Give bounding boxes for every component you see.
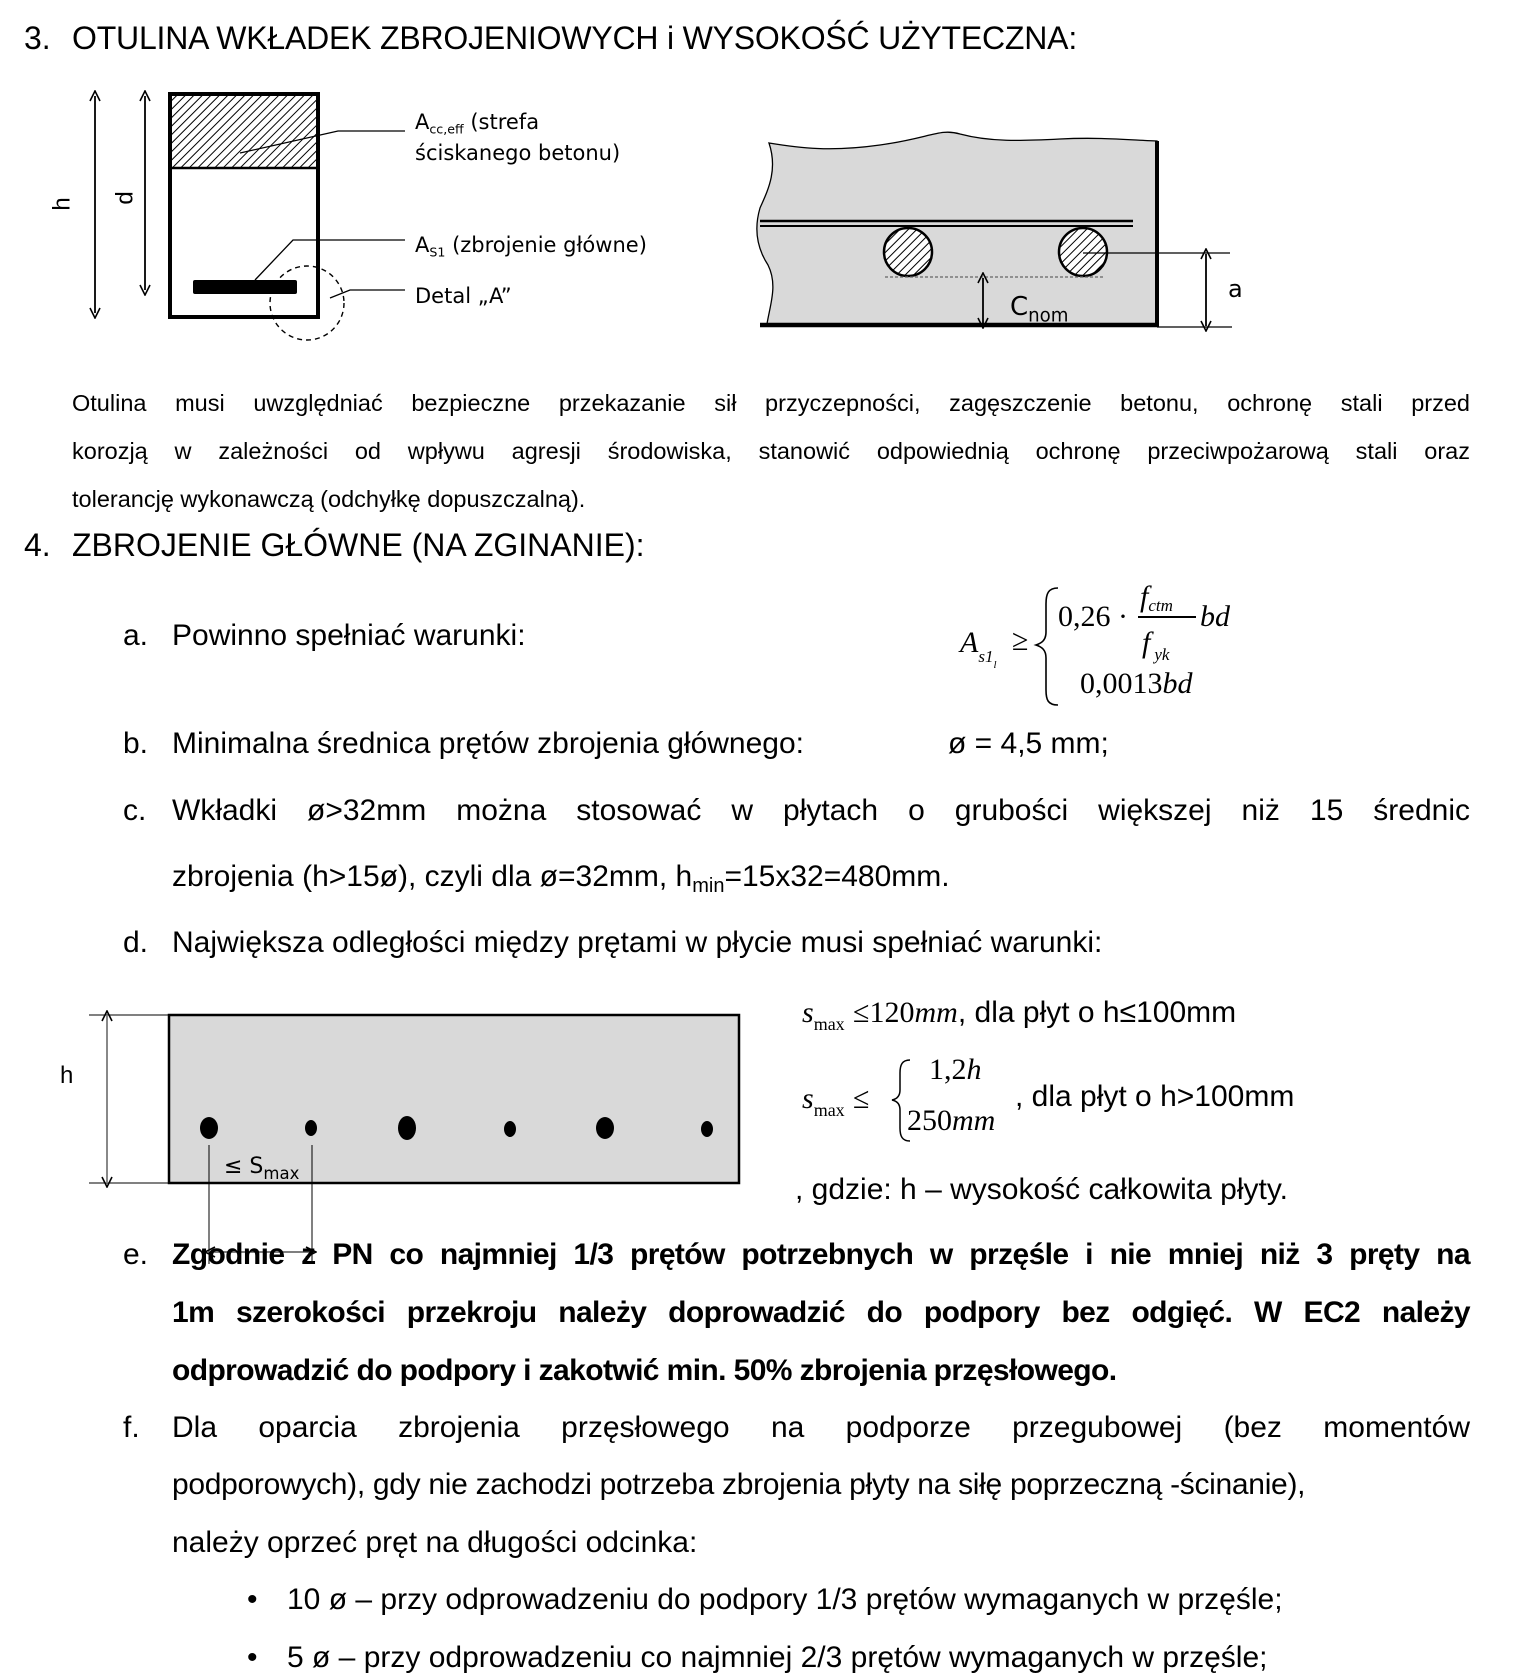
label-acc-eff-line2: ściskanego betonu): [415, 141, 621, 165]
smax-condition-2-case1: 1,2h: [929, 1053, 982, 1086]
concrete-body: [757, 132, 1157, 327]
slab-bar: [305, 1120, 317, 1136]
bullet-item-1: 10 ø – przy odprowadzeniu do podpory 1/3 prętów wymaganych w przęśle;: [287, 1583, 1283, 1616]
smax-condition-2-lhs: $s_{max}$ ≤: [802, 1082, 870, 1120]
section-3-title: OTULINA WKŁADEK ZBROJENIOWYCH i WYSOKOŚĆ UŻYTECZNA:: [72, 20, 1078, 56]
smax-condition-1: $s_{max} \le 120mm$, dla płyt o h≤100mm: [802, 996, 1237, 1034]
item-a-marker: a.: [123, 619, 149, 652]
main-rebar: [193, 280, 297, 294]
detail-a-circle: [270, 266, 344, 340]
label-detal-a: Detal „A”: [415, 284, 512, 308]
section-4-number: 4.: [24, 527, 51, 563]
item-e-line2: 1m szerokości przekroju należy doprowadzić do podpory bez odgięć. W EC2 należy: [172, 1296, 1470, 1329]
formula-a-case1-coef: 0,26 ·: [1058, 600, 1128, 633]
section-3-heading: [24, 22, 51, 54]
item-f-line1: Dla oparcia zbrojenia przęsłowego na podporze przegubowej (bez momentów: [172, 1411, 1470, 1444]
item-f-line2: podporowych), gdy nie zachodzi potrzeba zbrojenia płyty na siłę poprzeczną -ścinanie),: [172, 1468, 1306, 1501]
item-d-marker: d.: [123, 926, 149, 959]
leader-detal: [330, 290, 405, 298]
slab-bar: [596, 1117, 614, 1139]
section-4-title: ZBROJENIE GŁÓWNE (NA ZGINANIE):: [72, 527, 645, 563]
item-f-marker: f.: [123, 1411, 140, 1444]
bullet-icon: •: [247, 1641, 258, 1674]
section-3-number: 3.: [24, 20, 51, 56]
dim-h-label: h: [48, 197, 76, 211]
label-acc-eff: $A_{cc,eff}$ (strefa: [415, 110, 540, 137]
compression-zone: [170, 94, 318, 168]
slab-bar: [200, 1117, 218, 1139]
formula-a-denominator: f $_{yk}$: [1142, 626, 1170, 664]
label-cnom: $C_{nom}$: [1010, 292, 1069, 327]
main-bar-2: [1059, 228, 1107, 276]
formula-a-case2: 0,0013bd: [1080, 667, 1193, 700]
dim-d-label: d: [111, 191, 139, 205]
item-e-line3: odprowadzić do podpory i zakotwić min. 50% zbrojenia przęsłowego.: [172, 1354, 1117, 1387]
item-a-text: Powinno spełniać warunki:: [172, 619, 526, 652]
formula-a-case1-tail: bd: [1200, 600, 1230, 633]
item-c-line1: Wkładki ø>32mm można stosować w płytach o grubości większej niż 15 średnic: [172, 794, 1470, 827]
item-f-line3: należy oprzeć pręt na długości odcinka:: [172, 1526, 698, 1559]
slab-bar: [701, 1121, 713, 1137]
main-bar-1: [884, 228, 932, 276]
item-e-marker: e.: [123, 1238, 149, 1271]
formula-a-fraction-bar: [1138, 616, 1196, 618]
smax-condition-2-case2: 250mm: [907, 1104, 996, 1137]
label-a: a: [1228, 275, 1243, 303]
item-d-text: Największa odległości między prętami w płycie musi spełniać warunki:: [172, 926, 1103, 959]
cover-detail-diagram: [757, 132, 1232, 327]
item-c-line2: zbrojenia (h>15ø), czyli dla ø=32mm, $h_{min}=15x32=480mm$.: [172, 860, 950, 897]
bullet-icon: •: [247, 1583, 258, 1616]
bullet-item-2: 5 ø – przy odprowadzeniu co najmniej 2/3 prętów wymaganych w przęśle;: [287, 1641, 1268, 1674]
item-e-line1: Zgodnie z PN co najmniej 1/3 prętów potrzebnych w przęśle i nie mniej niż 3 pręty na: [172, 1238, 1470, 1271]
item-c-marker: c.: [123, 794, 147, 827]
slab-spacing-diagram: [89, 1015, 739, 1264]
item-b-value: ø = 4,5 mm;: [948, 727, 1109, 760]
slab-h-label: h: [60, 1062, 74, 1089]
slab-bar: [398, 1116, 416, 1140]
cross-section-diagram: [95, 94, 405, 340]
item-b-text: Minimalna średnica prętów zbrojenia głównego:: [172, 727, 805, 760]
cover-paragraph: Otulina musi uwzględniać bezpieczne przekazanie sił przyczepności, zagęszczenie betonu, ochronę stali przed korozją w zależności od wpływu agresji środowiska, stanowić odpowiednią ochronę przeciwpożarową stali oraz tolerancję wykonawczą (odchyłkę dopuszczalną).: [72, 390, 1470, 512]
label-as1: $A_{S1}$ (zbrojenie główne): [415, 233, 647, 260]
smax-condition-2-text: , dla płyt o h>100mm: [1015, 1080, 1295, 1113]
formula-brace-a: [1036, 588, 1058, 705]
where-h-definition: , gdzie: h – wysokość całkowita płyty.: [795, 1173, 1288, 1206]
formula-a-relation: ≥: [1012, 624, 1029, 657]
item-b-marker: b.: [123, 727, 149, 760]
smax-label: ≤ $S_{max}$: [224, 1154, 300, 1183]
formula-a-lhs: $A_{s1l}$: [960, 626, 997, 671]
formula-a-numerator: fctm: [1140, 580, 1173, 615]
slab-bar: [504, 1121, 516, 1137]
